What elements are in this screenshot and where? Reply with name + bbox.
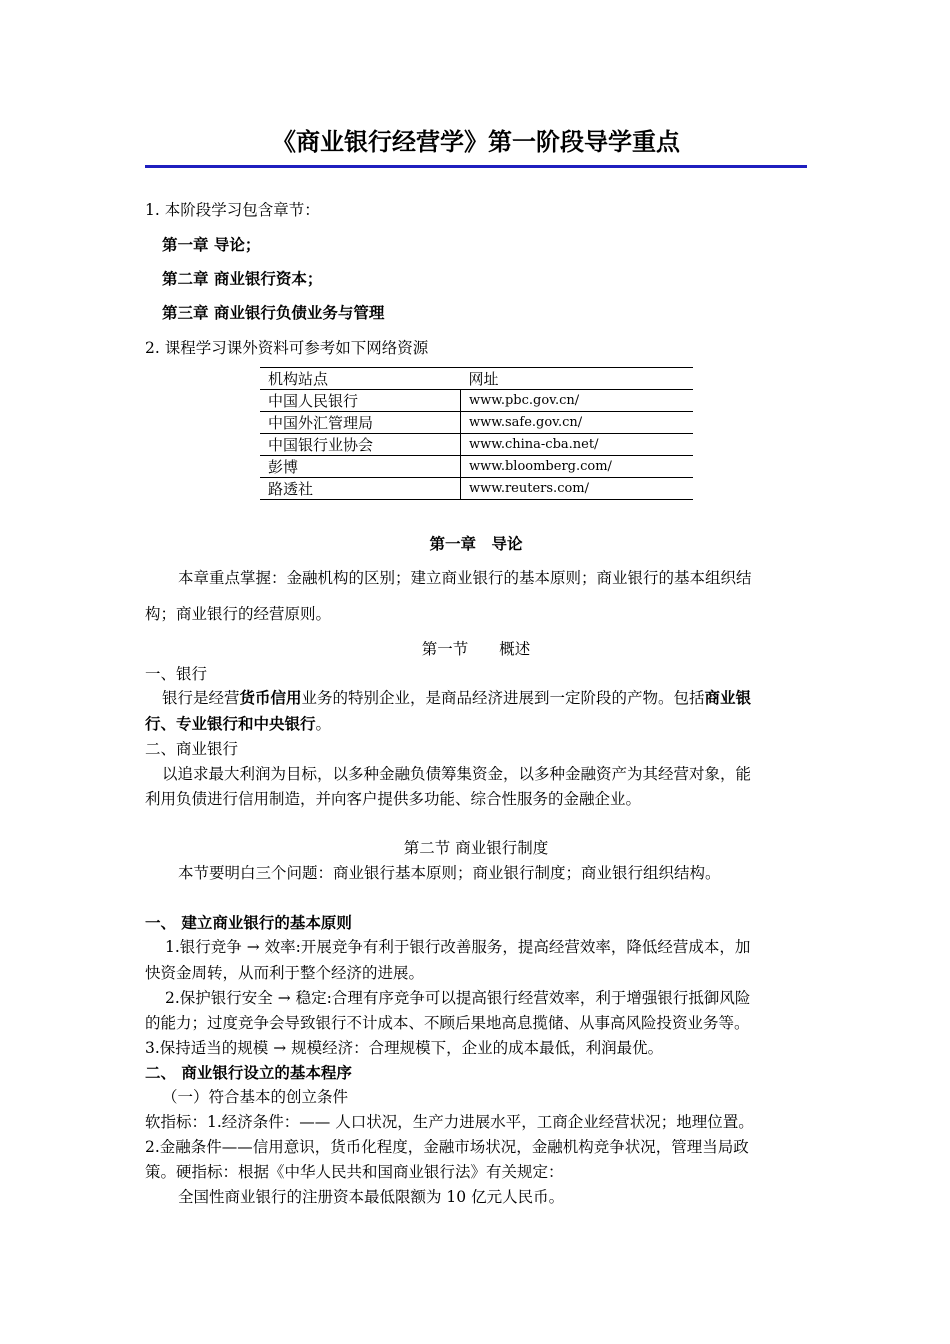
text-run: 业务的特别企业，是商品经济进展到一定阶段的产物。包括 [301, 689, 705, 707]
procedure-heading: 二、 商业银行设立的基本程序 [145, 1064, 352, 1082]
resources-table [260, 367, 693, 500]
principle-line: 3.保持适当的规模 → 规模经济：合理规模下，企业的成本最低，利润最优。 [145, 1039, 664, 1057]
text-run: 。 [315, 715, 332, 733]
chapter-focus-line: 本章重点掌握：金融机构的区别；建立商业银行的基本原则；商业银行的基本组织结 [178, 569, 752, 587]
table-row [260, 478, 693, 500]
section-heading: 第一节 概述 [421, 640, 531, 658]
site-url-cell: www.bloomberg.com/ [461, 456, 694, 478]
title-underline [145, 165, 807, 168]
site-url-cell: www.reuters.com/ [461, 478, 694, 500]
site-name-cell: 中国银行业协会 [260, 434, 461, 456]
site-url-cell: www.pbc.gov.cn/ [461, 390, 694, 412]
subheading-bank: 一、银行 [145, 665, 208, 683]
site-name-cell: 路透社 [260, 478, 461, 500]
criteria-line: 软指标：1.经济条件：—— 人口状况，生产力进展水平，工商企业经营状况；地理位置。 [145, 1113, 754, 1131]
table-row [260, 412, 693, 434]
principle-line: 快资金周转，从而利于整个经济的进展。 [145, 964, 425, 982]
bank-definition-line [145, 712, 331, 734]
table-header-row [260, 368, 693, 390]
section-intro: 本节要明白三个问题：商业银行基本原则；商业银行制度；商业银行组织结构。 [178, 864, 721, 882]
chapter-heading: 第一章 导论 [429, 535, 523, 553]
chapter-focus-line: 构；商业银行的经营原则。 [145, 605, 332, 623]
site-name-cell: 中国外汇管理局 [260, 412, 461, 434]
capital-requirement-line: 全国性商业银行的注册资本最低限额为 10 亿元人民币。 [178, 1188, 565, 1206]
site-url-cell: www.safe.gov.cn/ [461, 412, 694, 434]
principles-heading: 一、 建立商业银行的基本原则 [145, 914, 352, 932]
intro-item-1: 1. 本阶段学习包含章节： [145, 201, 320, 219]
site-url-cell: www.china-cba.net/ [461, 434, 694, 456]
section-heading: 第二节 商业银行制度 [403, 839, 549, 857]
table-row [260, 434, 693, 456]
commercial-bank-definition-line: 利用负债进行信用制造，并向客户提供多功能、综合性服务的金融企业。 [145, 790, 642, 808]
emphasis-text: 行、专业银行和中央银行 [145, 715, 316, 733]
table-header-cell: 机构站点 [260, 368, 461, 390]
principle-line: 2.保护银行安全 → 稳定:合理有序竞争可以提高银行经营效率，利于增强银行抵御风险 [165, 989, 751, 1007]
principle-line: 的能力；过度竞争会导致银行不计成本、不顾后果地高息揽储、从事高风险投资业务等。 [145, 1014, 750, 1032]
table-row [260, 456, 693, 478]
text-run: 银行是经营 [162, 689, 240, 707]
intro-item-2: 2. 课程学习课外资料可参考如下网络资源 [145, 339, 429, 357]
emphasis-text: 货币信用 [239, 689, 302, 707]
site-name-cell: 中国人民银行 [260, 390, 461, 412]
table-header-cell: 网址 [461, 368, 694, 390]
table-row [260, 390, 693, 412]
chapter-list-item: 第三章 商业银行负债业务与管理 [162, 304, 385, 322]
emphasis-text: 商业银 [704, 689, 752, 707]
document-title: 《商业银行经营学》第一阶段导学重点 [272, 128, 680, 156]
procedure-subheading: （一）符合基本的创立条件 [162, 1088, 349, 1106]
principle-line: 1.银行竞争 → 效率:开展竞争有利于银行改善服务，提高经营效率，降低经营成本，加 [165, 938, 751, 956]
commercial-bank-definition-line: 以追求最大利润为目标，以多种金融负债筹集资金，以多种金融资产为其经营对象，能 [162, 765, 752, 783]
bank-definition-line [162, 686, 751, 708]
criteria-line: 2.金融条件——信用意识，货币化程度，金融市场状况，金融机构竞争状况，管理当局政 [145, 1138, 749, 1156]
chapter-list-item: 第二章 商业银行资本； [162, 270, 323, 288]
site-name-cell: 彭博 [260, 456, 461, 478]
criteria-line: 策。硬指标：根据《中华人民共和国商业银行法》有关规定： [145, 1163, 564, 1181]
chapter-list-item: 第一章 导论； [162, 236, 261, 254]
subheading-commercial-bank: 二、商业银行 [145, 740, 239, 758]
